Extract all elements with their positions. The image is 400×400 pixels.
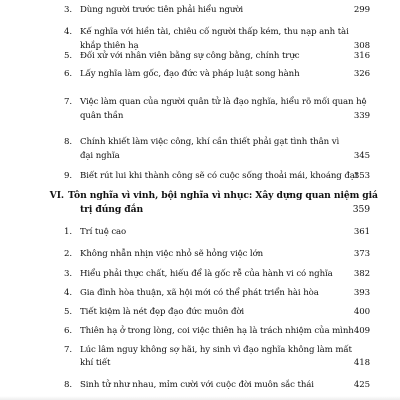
page-bottom-edge	[0, 396, 400, 400]
toc-item-title-continued: khắp thiên hạ	[80, 41, 139, 51]
toc-item-page: 339	[353, 111, 370, 121]
toc-item-title: Không nhẫn nhịn việc nhỏ sẽ hỏng việc lớn	[80, 249, 264, 259]
toc-item-title: Việc làm quan của người quân tử là đạo nghĩa, hiểu rõ mối quan hệ	[80, 97, 367, 107]
toc-item-title: Biết rút lui khi thành công sẽ có cuộc sống thoải mái, khoáng đạt	[80, 171, 359, 181]
toc-item-title: Lúc lâm nguy không sợ hãi, hy sinh vì đạo nghĩa không làm mất	[80, 345, 352, 355]
toc-item-title: Lấy nghĩa làm gốc, đạo đức và pháp luật song hành	[80, 69, 300, 79]
toc-item-title: Sinh tử như nhau, mỉm cười với cuộc đời muôn sắc thái	[80, 380, 314, 390]
toc-section-title: Tôn nghĩa vì vinh, bội nghĩa vì nhục: Xây dựng quan niệm giá	[68, 190, 378, 201]
toc-item-page: 425	[353, 380, 370, 390]
toc-item-number: 1.	[64, 227, 72, 237]
toc-item-title: Chính khiết làm việc công, khí cần thiết phải gạt tình thân vì	[80, 137, 340, 147]
toc-item-number: 6.	[64, 69, 72, 79]
toc-item-number: 5.	[64, 307, 72, 317]
toc-item-title: Thiên hạ ở trong lòng, coi việc thiên hạ là trách nhiệm của mình	[80, 326, 354, 336]
toc-item-number: 8.	[64, 380, 72, 390]
toc-item-title-continued: quân thần	[80, 111, 124, 121]
toc-item-number: 7.	[64, 97, 72, 107]
toc-item-number: 4.	[64, 288, 72, 298]
toc-item-title: Trí tuệ cao	[80, 227, 127, 237]
toc-item-title: Đối xử với nhân viên bằng sự công bằng, chính trực	[80, 51, 300, 61]
toc-item-page: 316	[353, 51, 370, 61]
toc-section-page: 359	[352, 204, 370, 215]
toc-item-page: 382	[353, 269, 370, 279]
toc-item-page: 308	[353, 41, 370, 51]
toc-section-title-continued: trị đúng đắn	[80, 204, 144, 215]
toc-item-page: 393	[353, 288, 370, 298]
toc-item-number: 3.	[64, 269, 72, 279]
toc-item-title: Kế nghĩa với hiền tài, chiêu cố người thấp kém, thu nạp anh tài	[80, 27, 349, 37]
toc-item-title: Dùng người trước tiên phải hiểu người	[80, 5, 244, 15]
toc-item-number: 2.	[64, 249, 72, 259]
toc-item-number: 6.	[64, 326, 72, 336]
toc-item-number: 9.	[64, 171, 72, 181]
toc-item-page: 299	[353, 5, 370, 15]
toc-item-title: Hiểu phải thực chất, hiếu để là gốc rễ của hành vi có nghĩa	[80, 269, 333, 279]
toc-item-page: 361	[353, 227, 370, 237]
toc-item-page: 373	[353, 249, 370, 259]
toc-item-number: 4.	[64, 27, 72, 37]
toc-section-number: VI.	[49, 190, 64, 201]
toc-item-title-continued: khí tiết	[80, 358, 111, 368]
toc-item-title: Gia đình hòa thuận, xã hội mới có thể phát triển hài hòa	[80, 288, 319, 298]
toc-item-page: 345	[353, 151, 370, 161]
toc-item-number: 7.	[64, 345, 72, 355]
toc-item-page: 418	[353, 358, 370, 368]
toc-item-number: 5.	[64, 51, 72, 61]
toc-item-page: 409	[353, 326, 370, 336]
toc-item-title: Tiết kiệm là nét đẹp đạo đức muôn đời	[80, 307, 245, 317]
toc-item-title-continued: đại nghĩa	[80, 151, 120, 161]
toc-item-page: 400	[353, 307, 370, 317]
toc-item-number: 3.	[64, 5, 72, 15]
toc-item-page: 326	[353, 69, 370, 79]
toc-item-page: 353	[353, 171, 370, 181]
toc-item-number: 8.	[64, 137, 72, 147]
